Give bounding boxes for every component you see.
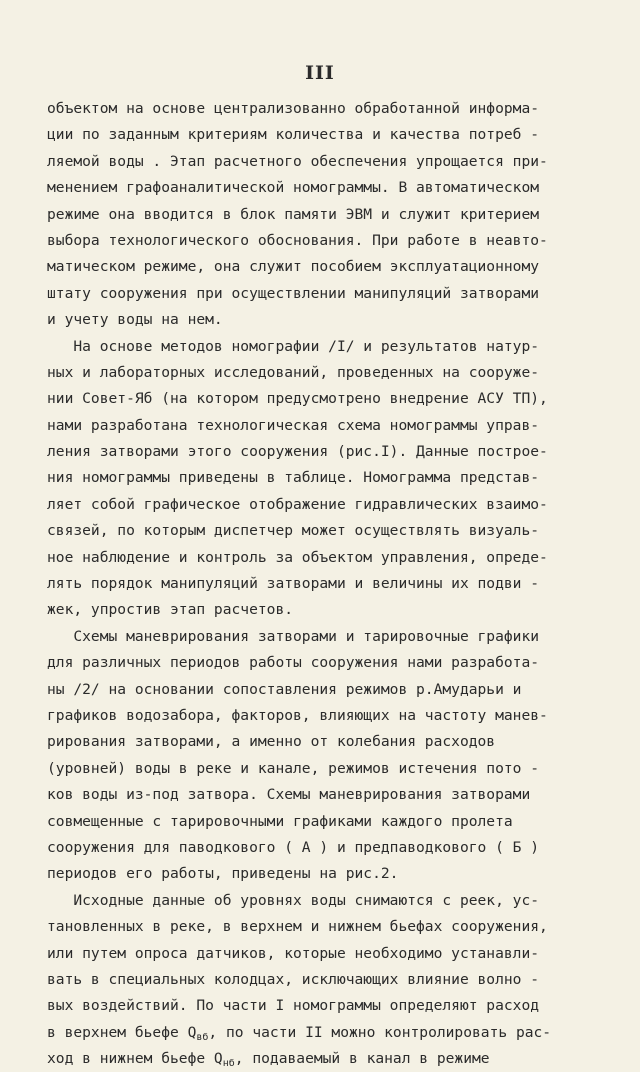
text-line: режиме она вводится в блок памяти ЭВМ и служит критерием <box>47 205 540 223</box>
text-line: графиков водозабора, факторов, влияющих на частоту манев- <box>47 706 548 724</box>
body-text <box>47 96 612 1072</box>
text-line: совмещенные с тарировочными графиками каждого пролета <box>47 812 513 830</box>
text-line: На основе методов номографии /I/ и результатов натур- <box>47 337 540 355</box>
text-line: Исходные данные об уровнях воды снимаются с реек, ус- <box>47 891 540 909</box>
text-line: периодов его работы, приведены на рис.2. <box>47 865 399 883</box>
text-line: штату сооружения при осуществлении манипуляций затворами <box>47 284 540 302</box>
text-line: матическом режиме, она служит пособием эксплуатационному <box>47 258 540 276</box>
text-line: для различных периодов работы сооружения нами разработа- <box>47 654 540 672</box>
text-line: вать в специальных колодцах, исключающих влияние волно - <box>47 970 540 988</box>
text-line: выбора технологического обоснования. При работе в неавто- <box>47 231 548 249</box>
text-line: ции по заданным критериям количества и качества потреб - <box>47 126 540 144</box>
text-line: ное наблюдение и контроль за объектом управления, опреде- <box>47 548 548 566</box>
text-line: связей, по которым диспетчер может осуществлять визуаль- <box>47 522 540 540</box>
page-number: III <box>305 62 335 84</box>
text-line: объектом на основе централизованно обработанной информа- <box>47 100 540 117</box>
text-fragment: , подаваемый в канал в режиме <box>234 1050 490 1068</box>
text-line: ния номограммы приведены в таблице. Номограмма представ- <box>47 469 540 487</box>
text-line: ляет собой графическое отображение гидравлических взаимо- <box>47 495 548 513</box>
text-fragment: ход в нижнем бьефе Q <box>47 1050 223 1068</box>
text-line: (уровней) воды в реке и канале, режимов истечения пото - <box>47 759 540 777</box>
text-line: ных и лабораторных исследований, проведенных на сооруже- <box>47 363 540 381</box>
text-line: Схемы маневрирования затворами и тарировочные графики <box>47 627 540 645</box>
text-line: сооружения для паводкового ( А ) и предпаводкового ( Б ) <box>47 838 540 856</box>
text-line: и учету воды на нем. <box>47 311 223 329</box>
text-line: вых воздействий. По части I номограммы определяют расход <box>47 997 540 1015</box>
text-fragment: , по части II можно контролировать рас- <box>208 1023 552 1041</box>
text-line: ков воды из-под затвора. Схемы маневрирования затворами <box>47 786 531 804</box>
text-fragment: в верхнем бьефе Q <box>47 1023 197 1041</box>
text-line: ны /2/ на основании сопоставления режимов р.Амударьи и <box>47 680 522 698</box>
text-line-upstream-discharge <box>47 1020 612 1046</box>
subscript-upstream: вб <box>196 1031 209 1043</box>
text-line-downstream-discharge <box>47 1046 612 1072</box>
text-line: ляемой воды . Этап расчетного обеспечения упрощается при- <box>47 152 548 170</box>
text-line: лять порядок манипуляций затворами и величины их подви - <box>47 575 540 593</box>
text-line: нами разработана технологическая схема номограммы управ- <box>47 416 540 434</box>
text-line: или путем опроса датчиков, которые необходимо устанавли- <box>47 944 540 962</box>
subscript-downstream: нб <box>222 1058 235 1070</box>
text-line: жек, упростив этап расчетов. <box>47 601 294 619</box>
text-line: рирования затворами, а именно от колебания расходов <box>47 733 496 751</box>
text-line: менением графоаналитической номограммы. В автоматическом <box>47 179 540 197</box>
text-line: тановленных в реке, в верхнем и нижнем бьефах сооружения, <box>47 918 548 936</box>
text-line: нии Совет-Яб (на котором предусмотрено внедрение АСУ ТП), <box>47 390 548 408</box>
text-line: ления затворами этого сооружения (рис.I). Данные построе- <box>47 443 548 461</box>
